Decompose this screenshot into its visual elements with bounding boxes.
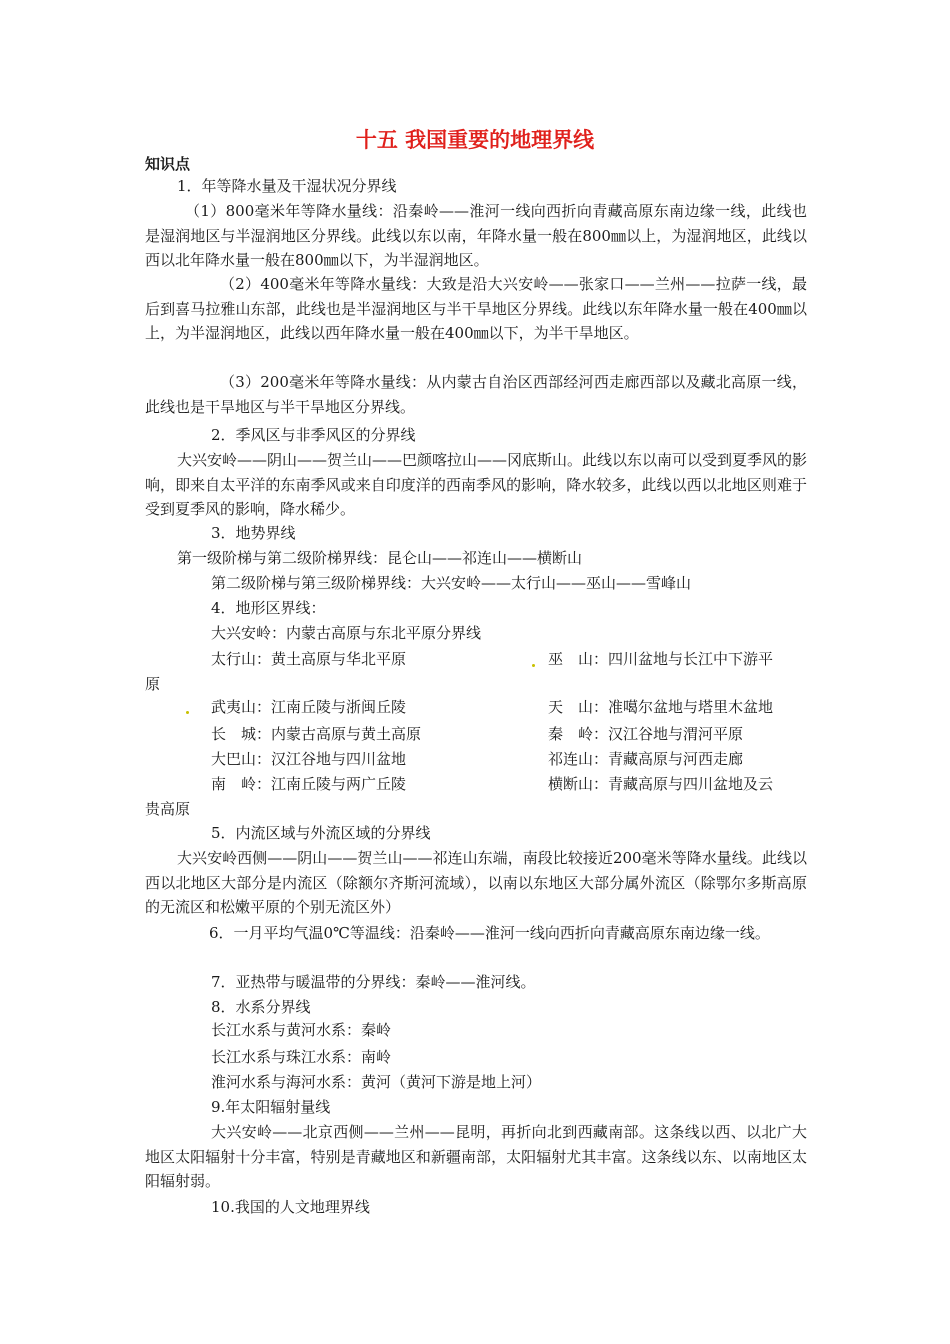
paragraph-3: （3）200毫米年等降水量线：从内蒙古自治区西部经河西走廊西部以及藏北高原一线，此线也是干旱地区与半干旱地区分界线。 bbox=[145, 373, 807, 416]
paragraph-1: （1）800毫米年等降水量线：沿秦岭——淮河一线向西折向青藏高原东南边缘一线，此线也是湿润地区与半湿润地区分界线。此线以东以南，年降水量一般在800㎜以上，为湿润地区，此线以西以北年降水量一般在800㎜以下，为半湿润地区。 bbox=[145, 202, 807, 269]
landform-qilianshan: 祁连山：青藏高原与河西走廊 bbox=[548, 750, 744, 768]
paragraph-9: 大兴安岭——北京西侧——兰州——昆明，再折向北到西藏南部。这条线以西、以北广大地区太阳辐射十分丰富，特别是青藏地区和新疆南部，太阳辐射尤其丰富。这条线以东、以南地区太阳辐射弱。 bbox=[145, 1123, 807, 1190]
section-heading: 知识点 bbox=[145, 155, 191, 173]
landform-hengduanshan-cont: 贵高原 bbox=[145, 800, 191, 818]
landform-dabashan: 大巴山：汉江谷地与四川盆地 bbox=[211, 750, 407, 768]
heading-3: 3．地势界线 bbox=[211, 524, 296, 542]
page-title: 十五 我国重要的地理界线 bbox=[355, 128, 595, 152]
landform-taihangshan: 太行山：黄土高原与华北平原 bbox=[211, 650, 407, 668]
stair-line-1: 第一级阶梯与第二级阶梯界线：昆仑山——祁连山——横断山 bbox=[177, 549, 583, 567]
speck-mark bbox=[186, 711, 189, 714]
heading-2: 2．季风区与非季风区的分界线 bbox=[211, 426, 416, 444]
landform-daxinganling: 大兴安岭：内蒙古高原与东北平原分界线 bbox=[211, 624, 482, 642]
landform-wushan: 巫 山：四川盆地与长江中下游平 bbox=[548, 650, 774, 668]
heading-4: 4．地形区界线： bbox=[211, 599, 326, 617]
landform-wushan-cont: 原 bbox=[145, 675, 161, 693]
heading-10: 10.我国的人文地理界线 bbox=[211, 1198, 370, 1216]
heading-9: 9.年太阳辐射量线 bbox=[211, 1098, 331, 1116]
heading-5: 5．内流区域与外流区域的分界线 bbox=[211, 824, 431, 842]
heading-7: 7．亚热带与暖温带的分界线：秦岭——淮河线。 bbox=[211, 973, 536, 991]
stair-line-2: 第二级阶梯与第三级阶梯界线：大兴安岭——太行山——巫山——雪峰山 bbox=[211, 574, 692, 592]
landform-hengduanshan: 横断山：青藏高原与四川盆地及云 bbox=[548, 775, 774, 793]
drainage-line-1: 长江水系与黄河水系：秦岭 bbox=[211, 1021, 392, 1039]
landform-changcheng: 长 城：内蒙古高原与黄土高原 bbox=[211, 725, 422, 743]
heading-1: 1．年等降水量及干湿状况分界线 bbox=[177, 177, 397, 195]
drainage-line-2: 长江水系与珠江水系：南岭 bbox=[211, 1048, 392, 1066]
landform-nanling: 南 岭：江南丘陵与两广丘陵 bbox=[211, 775, 407, 793]
landform-tianshan: 天 山：准噶尔盆地与塔里木盆地 bbox=[548, 698, 774, 716]
paragraph-2: （2）400毫米年等降水量线：大致是沿大兴安岭——张家口——兰州——拉萨一线，最后到喜马拉雅山东部，此线也是半湿润地区与半干旱地区分界线。此线以东年降水量一般在400㎜以上，为半湿润地区，此线以西年降水量一般在400㎜以下，为半干旱地区。 bbox=[145, 275, 807, 342]
heading-8: 8．水系分界线 bbox=[211, 998, 311, 1016]
drainage-line-3: 淮河水系与海河水系：黄河（黄河下游是地上河） bbox=[211, 1073, 542, 1091]
landform-wuyishan: 武夷山：江南丘陵与浙闽丘陵 bbox=[211, 698, 407, 716]
paragraph-5: 大兴安岭西侧——阴山——贺兰山——祁连山东端，南段比较接近200毫米等降水量线。此线以西以北地区大部分是内流区（除额尔齐斯河流域），以南以东地区大部分属外流区（除鄂尔多斯高原的无流区和松嫩平原的个别无流区外） bbox=[145, 849, 807, 916]
speck-mark bbox=[532, 664, 535, 667]
paragraph-4: 大兴安岭——阴山——贺兰山——巴颜喀拉山——冈底斯山。此线以东以南可以受到夏季风的影响，即来自太平洋的东南季风或来自印度洋的西南季风的影响，降水较多，此线以西以北地区则难于受到夏季风的影响，降水稀少。 bbox=[145, 451, 808, 518]
paragraph-6: 6．一月平均气温0℃等温线：沿秦岭——淮河一线向西折向青藏高原东南边缘一线。 bbox=[209, 924, 770, 942]
landform-qinling: 秦 岭：汉江谷地与渭河平原 bbox=[548, 725, 744, 743]
